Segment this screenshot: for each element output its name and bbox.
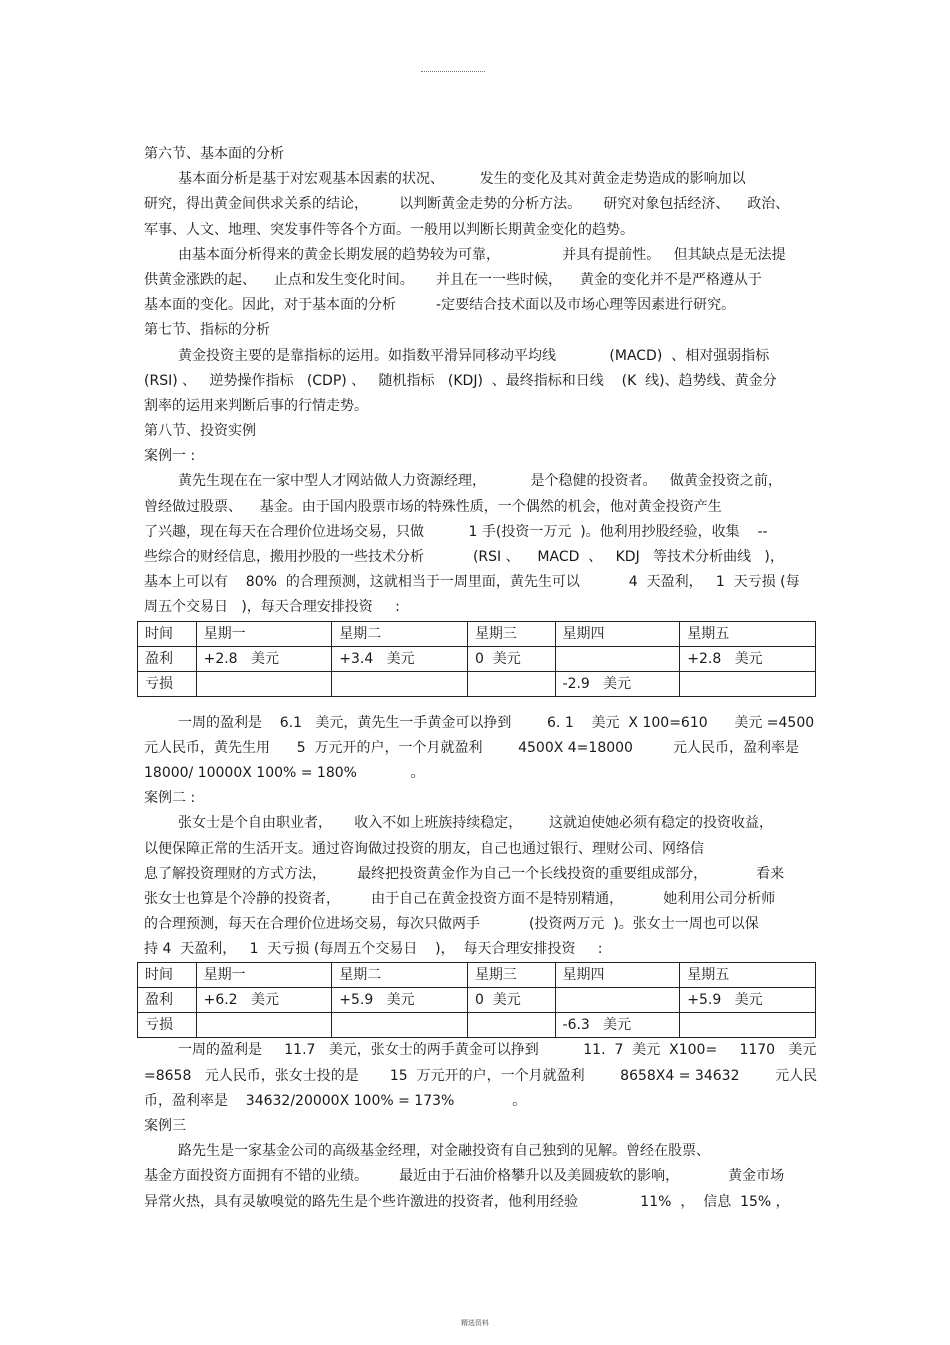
paragraph-line: 由基本面分析得来的黄金长期发展的趋势较为可靠， 并具有提前性。 但其缺点是无法提 xyxy=(178,246,786,263)
table-cell: 星期三 xyxy=(467,621,555,646)
table-cell: 星期一 xyxy=(196,963,332,988)
table-cell: 星期四 xyxy=(555,621,680,646)
spacer xyxy=(144,697,816,711)
paragraph-line: 割率的运用来判断后事的行情走势。 xyxy=(144,397,368,414)
paragraph-line: 基本面的变化。因此，对于基本面的分析 -定要结合技术面以及市场心理等因素进行研究。 xyxy=(144,297,736,314)
table-cell: 0 美元 xyxy=(467,646,555,671)
page-footer: 精选资料 xyxy=(461,1319,489,1327)
paragraph-line: 持 4 天盈利， 1 天亏损 (每周五个交易日 )， 每天合理安排投资 : xyxy=(144,941,603,958)
table-cell: -2.9 美元 xyxy=(555,671,680,696)
paragraph-line: 供黄金涨跌的起、 止点和发生变化时间。 并且在一一些时候， 黄金的变化并不是严格遵从于 xyxy=(144,271,762,288)
table-cell xyxy=(680,671,816,696)
table-cell: 亏损 xyxy=(138,1013,197,1038)
document-body xyxy=(144,142,816,1215)
paragraph-line: 基本上可以有 80% 的合理预测，这就相当于一周里面，黄先生可以 4 天盈利， 1 天亏损 (每 xyxy=(144,574,800,591)
table-cell: 星期五 xyxy=(680,621,816,646)
paragraph-line: =8658 元人民币，张女士投的是 15 万元开的户，一个月就盈利 8658X4 = 34632 元人民 xyxy=(144,1067,818,1084)
table-cell: 星期二 xyxy=(332,963,468,988)
paragraph-line: (RSI) 、 逆势操作指标 (CDP) 、 随机指标 (KDJ) 、最终指标和日线 (K 线)、趋势线、黄金分 xyxy=(144,372,777,389)
table-cell: 星期三 xyxy=(467,963,555,988)
case-2-table xyxy=(137,962,816,1038)
table-cell: 0 美元 xyxy=(467,988,555,1013)
table-cell xyxy=(467,1013,555,1038)
table-cell xyxy=(196,1013,332,1038)
table-cell: -6.3 美元 xyxy=(555,1013,680,1038)
table-cell xyxy=(680,1013,816,1038)
paragraph-line: 币，盈利率是 34632/20000X 100% = 173% 。 xyxy=(144,1092,527,1109)
table-cell: 星期四 xyxy=(555,963,680,988)
paragraph-line: 些综合的财经信息，搬用抄股的一些技术分析 (RSI 、 MACD 、 KDJ 等技术分析曲线 )， xyxy=(144,549,784,565)
paragraph-line: 异常火热，具有灵敏嗅觉的路先生是个些许激进的投资者，他利用经验 11% ， 信息 15% ， xyxy=(144,1193,790,1210)
paragraph-line: 黄金投资主要的是靠指标的运用。如指数平滑异同移动平均线 (MACD) 、相对强弱指标 xyxy=(178,347,770,364)
table-cell: +5.9 美元 xyxy=(332,988,468,1013)
paragraph-line: 张女士是个自由职业者， 收入不如上班族持续稳定， 这就迫使她必须有稳定的投资收益， xyxy=(178,815,773,832)
paragraph-line: 以便保障正常的生活开支。通过咨询做过投资的朋友，自己也通过银行、理财公司、网络信 xyxy=(144,840,704,857)
table-cell xyxy=(467,671,555,696)
paragraph-line: 的合理预测，每天在合理价位进场交易，每次只做两手 (投资两万元 )。张女士一周也可以保 xyxy=(144,916,759,933)
paragraph-line: 黄先生现在在一家中型人才网站做人力资源经理， 是个稳健的投资者。 做黄金投资之前， xyxy=(178,473,782,490)
table-cell: 时间 xyxy=(138,963,197,988)
case-1-table xyxy=(137,621,816,697)
table-cell: 盈利 xyxy=(138,988,197,1013)
table-cell: +5.9 美元 xyxy=(680,988,816,1013)
table-cell: +3.4 美元 xyxy=(332,646,468,671)
paragraph-line: 路先生是一家基金公司的高级基金经理，对金融投资有自己独到的见解。曾经在股票、 xyxy=(178,1143,710,1160)
table-header-row xyxy=(138,963,816,988)
table-row-loss xyxy=(138,671,816,696)
table-cell xyxy=(332,671,468,696)
table-cell xyxy=(555,646,680,671)
table-cell: 盈利 xyxy=(138,646,197,671)
table-row-profit xyxy=(138,646,816,671)
table-cell: 星期二 xyxy=(332,621,468,646)
case-3-title: 案例三 xyxy=(144,1118,186,1134)
table-cell: +2.8 美元 xyxy=(680,646,816,671)
header-dotted-rule xyxy=(421,71,485,72)
table-cell: 星期一 xyxy=(196,621,332,646)
table-cell: +6.2 美元 xyxy=(196,988,332,1013)
paragraph-line: 张女士也算是个冷静的投资者， 由于自己在黄金投资方面不是特别精通， 她利用公司分析师 xyxy=(144,890,776,907)
paragraph-line: 研究，得出黄金间供求关系的结论， 以判断黄金走势的分析方法。 研究对象包括经济、 政治、 xyxy=(144,196,790,213)
table-header-row xyxy=(138,621,816,646)
paragraph-line: 基本面分析是基于对宏观基本因素的状况、 发生的变化及其对黄金走势造成的影响加以 xyxy=(178,171,746,188)
case-1-title: 案例一 : xyxy=(144,448,196,465)
paragraph-line: 一周的盈利是 11.7 美元，张女士的两手黄金可以挣到 11. 7 美元 X100= 1170 美元 xyxy=(178,1042,817,1059)
section-8-title: 第八节、投资实例 xyxy=(144,423,256,440)
table-cell xyxy=(196,671,332,696)
paragraph-line: 曾经做过股票、 基金。由于国内股票市场的特殊性质，一个偶然的机会，他对黄金投资产生 xyxy=(144,498,722,515)
table-cell: 星期五 xyxy=(680,963,816,988)
paragraph-line: 周五个交易日 )，每天合理安排投资 : xyxy=(144,599,400,616)
table-cell: +2.8 美元 xyxy=(196,646,332,671)
table-cell xyxy=(332,1013,468,1038)
paragraph-line: 了兴趣，现在每天在合理价位进场交易，只做 1 手(投资一万元 )。他利用抄股经验，收集 -- xyxy=(144,523,768,540)
paragraph-line: 一周的盈利是 6.1 美元，黄先生一手黄金可以挣到 6. 1 美元 X 100=610 美元 =4500 xyxy=(178,714,815,731)
section-7-title: 第七节、指标的分析 xyxy=(144,322,270,339)
section-6-title: 第六节、基本面的分析 xyxy=(144,146,284,162)
table-row-loss xyxy=(138,1013,816,1038)
case-2-title: 案例二 : xyxy=(144,790,196,807)
paragraph-line: 基金方面投资方面拥有不错的业绩。 最近由于石油价格攀升以及美圆疲软的影响， 黄金市场 xyxy=(144,1168,785,1185)
paragraph-line: 18000/ 10000X 100% = 180% 。 xyxy=(144,764,425,781)
paragraph-line: 元人民币，黄先生用 5 万元开的户，一个月就盈利 4500X 4=18000 元人民币，盈利率是 xyxy=(144,739,800,756)
paragraph-line: 军事、人文、地理、突发事件等各个方面。一般用以判断长期黄金变化的趋势。 xyxy=(144,221,634,238)
table-row-profit xyxy=(138,988,816,1013)
paragraph-line: 息了解投资理财的方式方法， 最终把投资黄金作为自己一个长线投资的重要组成部分， 看来 xyxy=(144,865,785,882)
table-cell: 亏损 xyxy=(138,671,197,696)
table-cell xyxy=(555,988,680,1013)
table-cell: 时间 xyxy=(138,621,197,646)
